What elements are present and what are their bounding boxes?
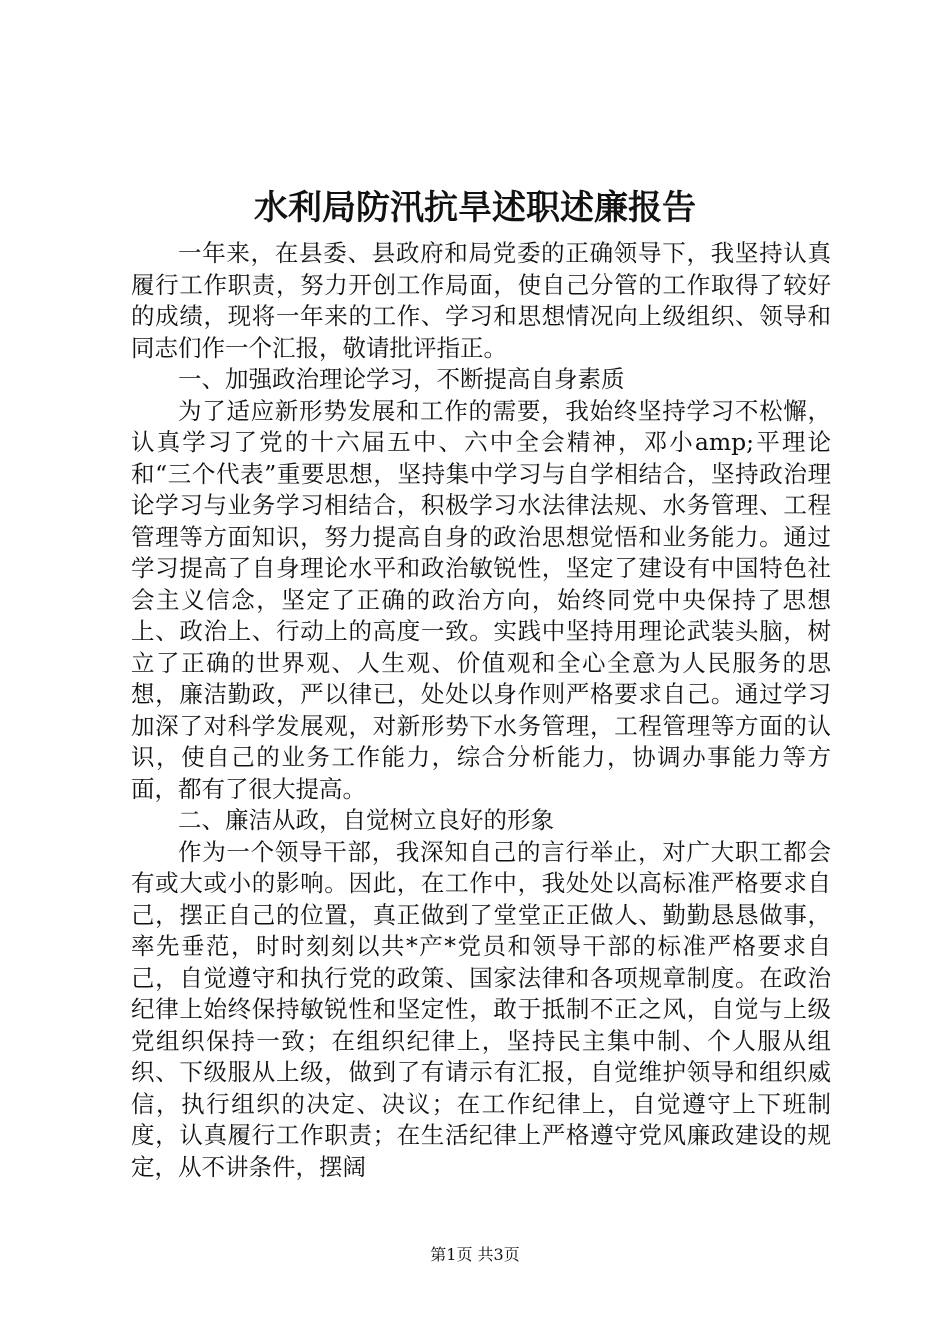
page-number-footer: 第1页 共3页 bbox=[430, 1245, 520, 1264]
intro-paragraph: 一年来，在县委、县政府和局党委的正确领导下，我坚持认真履行工作职责，努力开创工作局面，使自己分管的工作取得了较好的成绩，现将一年来的工作、学习和思想情况向上级组织、领导和同志们作一个汇报，敬请批评指正。 bbox=[131, 239, 831, 362]
section-1-heading: 一、加强政治理论学习，不断提高自身素质 bbox=[178, 365, 625, 393]
section-2-heading: 二、廉洁从政，自觉树立良好的形象 bbox=[178, 806, 554, 834]
document-title: 水利局防汛抗旱述职述廉报告 bbox=[254, 188, 696, 228]
section-1-paragraph: 为了适应新形势发展和工作的需要，我始终坚持学习不松懈，认真学习了党的十六届五中、六中全会精神，邓小amp;平理论和“三个代表”重要思想，坚持集中学习与自学相结合，坚持政治理论学习与业务学习相结合，积极学习水法律法规、水务管理、工程管理等方面知识，努力提高自身的政治思想觉悟和业务能力。通过学习提高了自身理论水平和政治敏锐性，坚定了建设有中国特色社会主义信念，坚定了正确的政治方向，始终同党中央保持了思想上、政治上、行动上的高度一致。实践中坚持用理论武装头脑，树立了正确的世界观、人生观、价值观和全心全意为人民服务的思想，廉洁勤政，严以律已，处处以身作则严格要求自己。通过学习加深了对科学发展观，对新形势下水务管理，工程管理等方面的认识，使自己的业务工作能力，综合分析能力，协调办事能力等方面，都有了很大提高。 bbox=[131, 396, 831, 803]
document-body bbox=[131, 238, 831, 1183]
section-2-paragraph: 作为一个领导干部，我深知自己的言行举止，对广大职工都会有或大或小的影响。因此，在工作中，我处处以高标准严格要求自己，摆正自己的位置，真正做到了堂堂正正做人、勤勤恳恳做事，率先垂范，时时刻刻以共*产*党员和领导干部的标准严格要求自己，自觉遵守和执行党的政策、国家法律和各项规章制度。在政治纪律上始终保持敏锐性和坚定性，敢于抵制不正之风，自觉与上级党组织保持一致；在组织纪律上，坚持民主集中制、个人服从组织、下级服从上级，做到了有请示有汇报，自觉维护领导和组织威信，执行组织的决定、决议；在工作纪律上，自觉遵守上下班制度，认真履行工作职责；在生活纪律上严格遵守党风廉政建设的规定，从不讲条件，摆阔 bbox=[131, 837, 831, 1181]
